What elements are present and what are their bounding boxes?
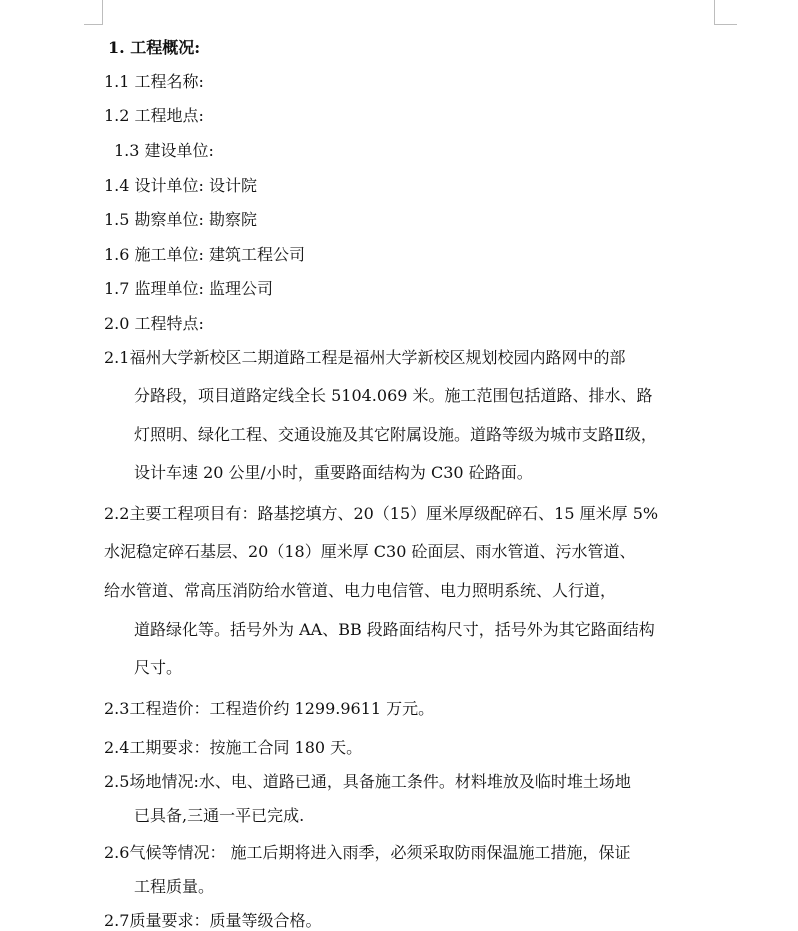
text-line: 2.1福州大学新校区二期道路工程是福州大学新校区规划校园内路网中的部 [104, 348, 626, 367]
margin-mark-top-right [714, 0, 737, 25]
text-line: 已具备,三通一平已完成. [134, 806, 305, 825]
text-line: 2.7质量要求：质量等级合格。 [104, 911, 322, 930]
text-line: 分路段，项目道路定线全长 5104.069 米。施工范围包括道路、排水、路 [134, 386, 653, 405]
text-line: 水泥稳定碎石基层、20（18）厘米厚 C30 砼面层、雨水管道、污水管道、 [104, 542, 636, 561]
margin-mark-top-left [84, 0, 103, 25]
text-line: 2.5场地情况:水、电、道路已通，具备施工条件。材料堆放及临时堆土场地 [104, 772, 631, 791]
text-line: 1.2 工程地点: [104, 106, 204, 125]
text-line: 2.4工期要求：按施工合同 180 天。 [104, 738, 363, 757]
text-line: 1.1 工程名称: [104, 72, 204, 91]
text-line: 1.6 施工单位: 建筑工程公司 [104, 245, 306, 264]
text-line: 1.7 监理单位: 监理公司 [104, 279, 274, 298]
text-line: 2.3工程造价：工程造价约 1299.9611 万元。 [104, 699, 435, 718]
text-line: 1.5 勘察单位: 勘察院 [104, 210, 258, 229]
text-line: 灯照明、绿化工程、交通设施及其它附属设施。道路等级为城市支路Ⅱ级， [134, 425, 657, 444]
text-line: 工程质量。 [134, 877, 215, 896]
text-line: 1.3 建设单位: [114, 141, 214, 160]
text-line: 2.6气候等情况： 施工后期将进入雨季，必须采取防雨保温施工措施，保证 [104, 843, 631, 862]
section-heading: 1. 工程概况: [108, 38, 201, 57]
text-line: 给水管道、常高压消防给水管道、电力电信管、电力照明系统、人行道， [104, 581, 617, 600]
text-line: 尺寸。 [134, 658, 183, 677]
text-line: 道路绿化等。括号外为 AA、BB 段路面结构尺寸，括号外为其它路面结构 [134, 620, 655, 639]
text-line: 2.0 工程特点: [104, 314, 204, 333]
text-line: 设计车速 20 公里/小时，重要路面结构为 C30 砼路面。 [134, 463, 533, 482]
text-line: 1.4 设计单位: 设计院 [104, 176, 258, 195]
text-line: 2.2主要工程项目有：路基挖填方、20（15）厘米厚级配碎石、15 厘米厚 5% [104, 504, 659, 523]
